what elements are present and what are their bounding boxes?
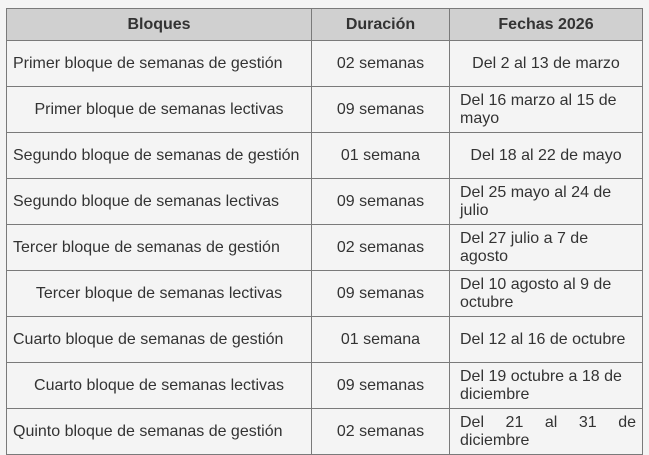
header-dates: Fechas 2026 [450,9,643,41]
dates-cell: Del 10 agosto al 9 de octubre [450,271,643,317]
block-cell: Quinto bloque de semanas de gestión [7,409,312,455]
duration-cell: 01 semana [312,133,450,179]
table-header-row [7,9,643,41]
block-cell: Primer bloque de semanas de gestión [7,41,312,87]
block-cell: Primer bloque de semanas lectivas [7,87,312,133]
table-row [7,271,643,317]
table-row [7,363,643,409]
header-blocks: Bloques [7,9,312,41]
duration-cell: 09 semanas [312,179,450,225]
duration-cell: 01 semana [312,317,450,363]
dates-cell: Del 12 al 16 de octubre [450,317,643,363]
duration-cell: 09 semanas [312,87,450,133]
duration-cell: 09 semanas [312,271,450,317]
duration-cell: 02 semanas [312,225,450,271]
duration-cell: 02 semanas [312,409,450,455]
table-row [7,87,643,133]
block-cell: Cuarto bloque de semanas lectivas [7,363,312,409]
block-cell: Segundo bloque de semanas de gestión [7,133,312,179]
table-row [7,41,643,87]
dates-cell: Del 21 al 31 de diciembre [450,409,643,455]
duration-cell: 02 semanas [312,41,450,87]
dates-cell: Del 19 octubre a 18 de diciembre [450,363,643,409]
table-row [7,225,643,271]
dates-cell: Del 2 al 13 de marzo [450,41,643,87]
dates-cell: Del 27 julio a 7 de agosto [450,225,643,271]
dates-cell: Del 16 marzo al 15 de mayo [450,87,643,133]
schedule-sheet [6,8,642,449]
table-row [7,179,643,225]
block-cell: Segundo bloque de semanas lectivas [7,179,312,225]
table-row [7,317,643,363]
block-cell: Cuarto bloque de semanas de gestión [7,317,312,363]
table-row [7,409,643,455]
dates-cell: Del 25 mayo al 24 de julio [450,179,643,225]
header-duration: Duración [312,9,450,41]
duration-cell: 09 semanas [312,363,450,409]
schedule-table [6,8,643,455]
block-cell: Tercer bloque de semanas lectivas [7,271,312,317]
dates-cell: Del 18 al 22 de mayo [450,133,643,179]
block-cell: Tercer bloque de semanas de gestión [7,225,312,271]
table-row [7,133,643,179]
